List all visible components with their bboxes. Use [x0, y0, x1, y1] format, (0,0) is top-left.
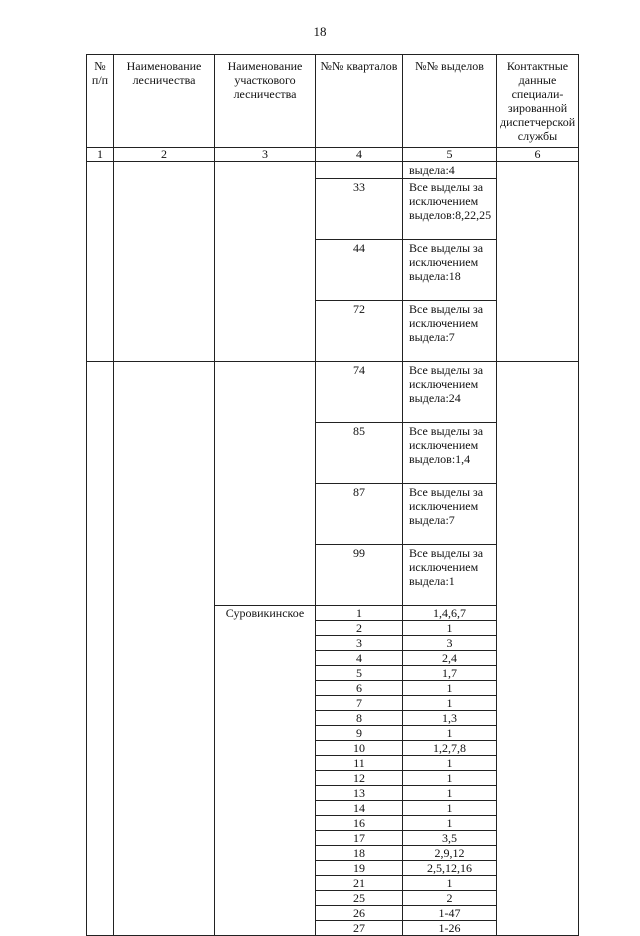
cell-quarter: 4: [316, 651, 403, 666]
cell-quarter: 18: [316, 846, 403, 861]
cell-plots: 2: [403, 891, 497, 906]
cell-quarter: 12: [316, 771, 403, 786]
cell-contacts: [497, 362, 579, 936]
cell-plots: 2,9,12: [403, 846, 497, 861]
cell-plots: 1-47: [403, 906, 497, 921]
cell-plots: выдела:4: [403, 162, 497, 179]
cell-plots: Все выделы за исключением выдела:18: [403, 240, 497, 301]
cell-quarter: 6: [316, 681, 403, 696]
cell-quarter: 74: [316, 362, 403, 423]
cell-number: [87, 162, 114, 362]
cell-quarter: 27: [316, 921, 403, 936]
cell-quarter: [316, 162, 403, 179]
header-number: № п/п: [87, 55, 114, 148]
cell-plots: 1-26: [403, 921, 497, 936]
column-index: 3: [215, 148, 316, 162]
cell-plots: Все выделы за исключением выдела:7: [403, 301, 497, 362]
cell-quarter: 5: [316, 666, 403, 681]
column-index: 6: [497, 148, 579, 162]
header-contacts: Контактные данные специали-зированной диспетчерской службы: [497, 55, 579, 148]
cell-plots: 3,5: [403, 831, 497, 846]
cell-contacts: [497, 162, 579, 362]
table-row: [87, 162, 579, 179]
column-index: 5: [403, 148, 497, 162]
cell-quarter: 3: [316, 636, 403, 651]
column-index: 2: [114, 148, 215, 162]
cell-quarter: 99: [316, 545, 403, 606]
cell-plots: 2,4: [403, 651, 497, 666]
cell-plots: 3: [403, 636, 497, 651]
header-row: [87, 55, 579, 148]
cell-quarter: 33: [316, 179, 403, 240]
cell-quarter: 44: [316, 240, 403, 301]
cell-plots: 1: [403, 771, 497, 786]
column-index-row: [87, 148, 579, 162]
header-forestry: Наименование лесничества: [114, 55, 215, 148]
cell-quarter: 10: [316, 741, 403, 756]
cell-quarter: 9: [316, 726, 403, 741]
cell-quarter: 7: [316, 696, 403, 711]
cell-forestry: [114, 362, 215, 936]
cell-plots: 1: [403, 816, 497, 831]
cell-plots: 1,2,7,8: [403, 741, 497, 756]
cell-plots: 1,4,6,7: [403, 606, 497, 621]
cell-quarter: 26: [316, 906, 403, 921]
cell-quarter: 11: [316, 756, 403, 771]
cell-plots: Все выделы за исключением выдела:7: [403, 484, 497, 545]
cell-plots: Все выделы за исключением выделов:8,22,25: [403, 179, 497, 240]
cell-forestry: [114, 162, 215, 362]
cell-plots: 1: [403, 786, 497, 801]
cell-quarter: 19: [316, 861, 403, 876]
cell-quarter: 87: [316, 484, 403, 545]
cell-plots: 1: [403, 801, 497, 816]
cell-plots: 1,3: [403, 711, 497, 726]
forestry-table: [86, 54, 579, 936]
cell-quarter: 13: [316, 786, 403, 801]
cell-quarter: 17: [316, 831, 403, 846]
cell-quarter: 25: [316, 891, 403, 906]
cell-subforestry: [215, 362, 316, 606]
page-number: 18: [313, 24, 327, 39]
cell-plots: Все выделы за исключением выдела:1: [403, 545, 497, 606]
cell-quarter: 2: [316, 621, 403, 636]
header-subforestry: Наименование участкового лесничества: [215, 55, 316, 148]
cell-subforestry-name: Суровикинское: [215, 606, 316, 936]
cell-plots: 1: [403, 726, 497, 741]
cell-number: [87, 362, 114, 936]
cell-quarter: 21: [316, 876, 403, 891]
header-quarters: №№ кварталов: [316, 55, 403, 148]
column-index: 4: [316, 148, 403, 162]
cell-plots: 2,5,12,16: [403, 861, 497, 876]
cell-quarter: 1: [316, 606, 403, 621]
cell-plots: 1: [403, 696, 497, 711]
cell-plots: 1,7: [403, 666, 497, 681]
cell-plots: 1: [403, 621, 497, 636]
cell-plots: 1: [403, 681, 497, 696]
cell-plots: 1: [403, 876, 497, 891]
column-index: 1: [87, 148, 114, 162]
cell-plots: Все выделы за исключением выдела:24: [403, 362, 497, 423]
cell-quarter: 72: [316, 301, 403, 362]
cell-plots: 1: [403, 756, 497, 771]
cell-quarter: 14: [316, 801, 403, 816]
cell-quarter: 8: [316, 711, 403, 726]
table-row: [87, 362, 579, 423]
header-plots: №№ выделов: [403, 55, 497, 148]
cell-quarter: 85: [316, 423, 403, 484]
cell-quarter: 16: [316, 816, 403, 831]
cell-plots: Все выделы за исключением выделов:1,4: [403, 423, 497, 484]
cell-subforestry: [215, 162, 316, 362]
